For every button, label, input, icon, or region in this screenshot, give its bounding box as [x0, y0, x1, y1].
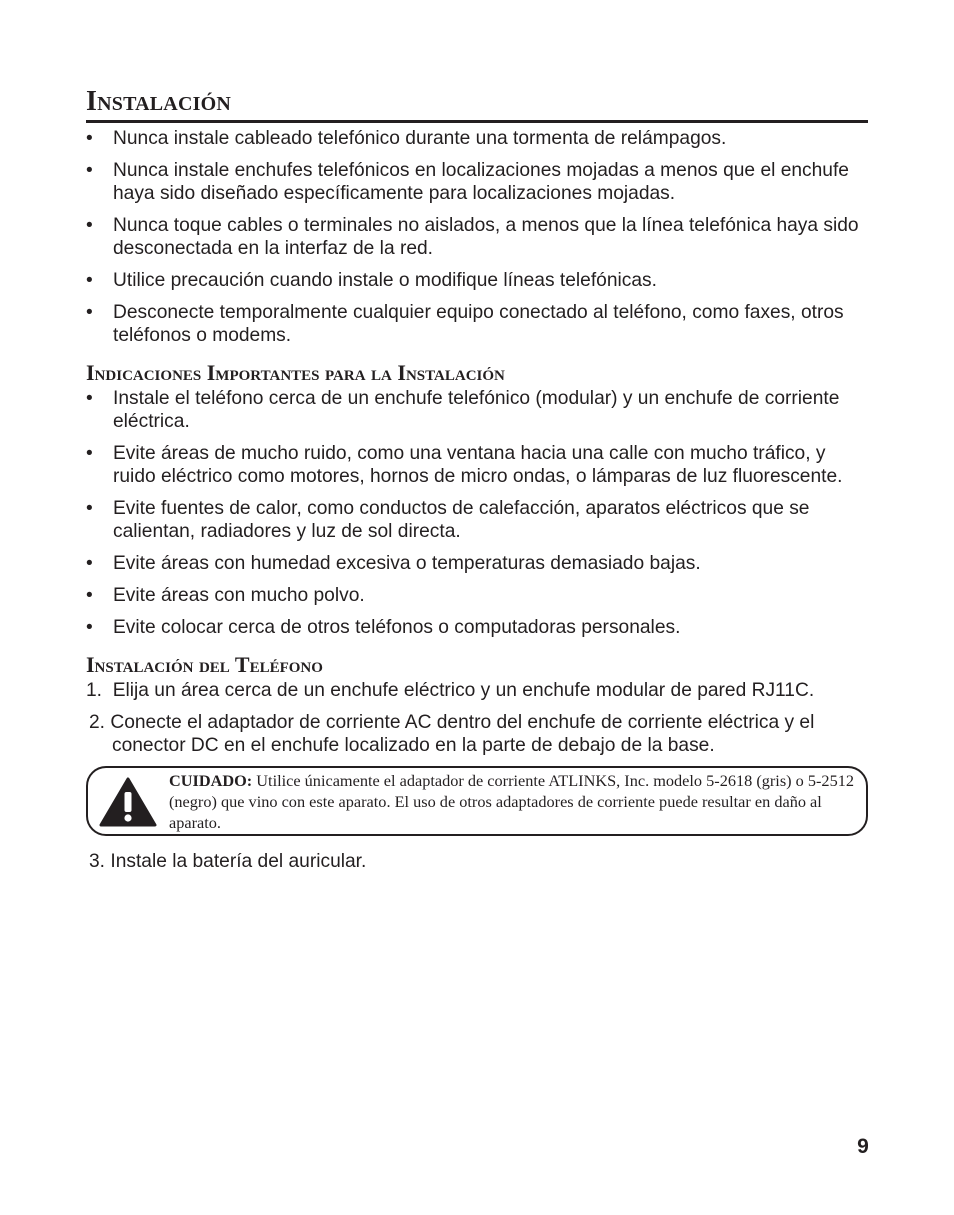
list-item-text: Evite áreas con mucho polvo.: [113, 585, 365, 606]
list-item: [86, 301, 868, 347]
bullet-icon: •: [86, 498, 93, 519]
list-item-text: Nunca instale enchufes telefónicos en localizaciones mojadas a menos que el enchufe haya sido diseñado específicamente para localizaciones mojadas.: [113, 160, 849, 204]
step-item-1: [86, 679, 868, 702]
step-item-3: [86, 850, 868, 873]
list-item-text: Evite colocar cerca de otros teléfonos o computadoras personales.: [113, 617, 681, 638]
bullet-icon: •: [86, 128, 93, 149]
installation-guidelines-list: [86, 387, 868, 639]
bullet-icon: •: [86, 617, 93, 638]
step-text: Elija un área cerca de un enchufe eléctrico y un enchufe modular de pared RJ11C.: [112, 680, 815, 701]
step-text: Instale la batería del auricular.: [110, 851, 367, 872]
section-title-phone-install: Instalación del Teléfono: [86, 652, 323, 677]
list-item-text: Evite fuentes de calor, como conductos de calefacción, aparatos eléctricos que se calientan, radiadores y luz de sol directa.: [113, 498, 810, 542]
bullet-icon: •: [86, 443, 93, 464]
step-number: 3.: [89, 851, 106, 872]
list-item: [86, 442, 868, 488]
phone-install-steps-continued: [86, 850, 868, 873]
list-item: [86, 387, 868, 433]
list-item-text: Desconecte temporalmente cualquier equipo conectado al teléfono, como faxes, otros teléfonos o modems.: [113, 302, 844, 346]
list-item: [86, 552, 868, 575]
list-item: [86, 269, 868, 292]
list-item-text: Utilice precaución cuando instale o modifique líneas telefónicas.: [113, 270, 657, 291]
warning-triangle-icon: [98, 776, 158, 828]
caution-label: CUIDADO:: [169, 771, 253, 790]
step-item-2: [86, 711, 868, 757]
list-item: [86, 616, 868, 639]
bullet-icon: •: [86, 553, 93, 574]
section-title-guidelines: Indicaciones Importantes para la Instalación: [86, 360, 505, 385]
caution-body: Utilice únicamente el adaptador de corriente ATLINKS, Inc. modelo 5-2618 (gris) o 5-2512 (negro) que vino con este aparato. El uso de otros adaptadores de corriente puede resultar en daño al aparato.: [169, 771, 854, 832]
step-number: 1.: [86, 680, 103, 701]
list-item: [86, 497, 868, 543]
step-number: 2.: [89, 712, 106, 733]
page-number: 9: [857, 1135, 869, 1158]
step-text: Conecte el adaptador de corriente AC dentro del enchufe de corriente eléctrica y el conector DC en el enchufe localizado en la parte de debajo de la base.: [110, 712, 815, 756]
caution-text: [169, 770, 856, 833]
list-item-text: Instale el teléfono cerca de un enchufe telefónico (modular) y un enchufe de corriente eléctrica.: [113, 388, 840, 432]
bullet-icon: •: [86, 302, 93, 323]
list-item: [86, 214, 868, 260]
list-item: [86, 584, 868, 607]
bullet-icon: •: [86, 270, 93, 291]
phone-install-steps: [86, 679, 868, 757]
list-item-text: Nunca toque cables o terminales no aislados, a menos que la línea telefónica haya sido desconectada en la interfaz de la red.: [113, 215, 859, 259]
bullet-icon: •: [86, 160, 93, 181]
manual-page: [86, 86, 868, 882]
list-item-text: Evite áreas con humedad excesiva o temperaturas demasiado bajas.: [113, 553, 701, 574]
list-item-text: Nunca instale cableado telefónico durante una tormenta de relámpagos.: [113, 128, 727, 149]
section-title-installation: Instalación: [86, 86, 868, 123]
bullet-icon: •: [86, 388, 93, 409]
bullet-icon: •: [86, 585, 93, 606]
list-item: [86, 159, 868, 205]
installation-safety-list: [86, 127, 868, 347]
caution-box: [86, 766, 868, 836]
bullet-icon: •: [86, 215, 93, 236]
list-item-text: Evite áreas de mucho ruido, como una ventana hacia una calle con mucho tráfico, y ruido eléctrico como motores, hornos de micro ondas, o lámparas de luz fluorescente.: [113, 443, 843, 487]
list-item: [86, 127, 868, 150]
